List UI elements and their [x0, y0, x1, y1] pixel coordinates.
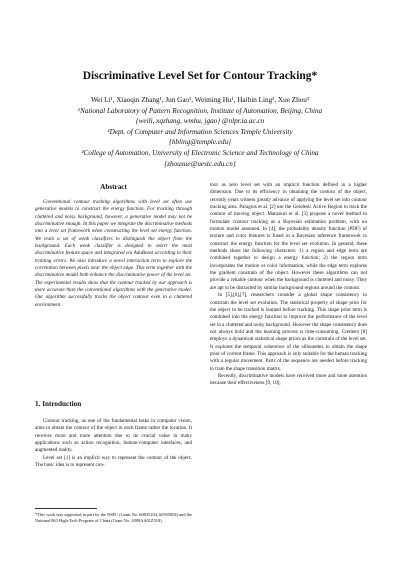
introduction-text: [35, 418, 192, 469]
paper-title: Discriminative Level Set for Contour Tracking*: [82, 70, 318, 82]
right-paragraph-1: tour as zero level set with an implicit function defined in a higher dimension. Due to its efficiency in obtaining the contour of the object, recently years witness greatly advance of applying the level set into contour tracking area. Paragios et al. [2] use the Geodesic Active Region to track the contour of moving object. Mansouri et al. [3] propose a novel method to formulate contour tracking as a Bayesian estimation problem, with no motion model assumed. In [4], the probability density function (PDF) of texture and color features is fused in a Bayesian inference framework to construct the energy function for the level set evolution. In general, these methods share the following characters: 1) a region and edge term are combined together to design a energy function; 2) the region term incorporates the motion or color information, while the edge term explores the gradient constrain of the object. However these algorithms can not provide a reliable contour when the background is cluttered and noisy. They are apt to be distracted by similar background regions around the contour.: [210, 182, 367, 291]
abstract-heading: Abstract: [100, 183, 127, 191]
intro-paragraph-1: Contour tracking, as one of the fundamental tasks in computer vision, aims to obtain the contour of the object in each frame rather the location. It receives more and more attention due to its crucial value in many applications such as action recognition, human-computer interfaces, and augmented reality.: [35, 418, 192, 454]
section-heading-introduction: 1. Introduction: [35, 400, 82, 408]
affiliation-2: ²Dept. of Computer and Information Sciences Temple University: [107, 127, 293, 136]
right-column-text: [210, 182, 367, 388]
affiliation-3: ³College of Automation, University of Electronic Science and Technology of China: [81, 148, 319, 157]
email-1: {weili, xqzhang, wmhu, jgao} @nlpr.ia.ac.cn: [135, 117, 265, 126]
email-3: {zhouxue@uestc.edu.cn}: [164, 159, 236, 168]
author-names: Wei Li¹, Xiaoqin Zhang¹, Jun Gao¹, Weiming Hu¹, Haibin Ling², Xue Zhou³: [90, 96, 310, 104]
intro-paragraph-2: Level set [1] is an implicit way to represent the contour of the object. The basic idea is to represent con-: [35, 454, 192, 469]
abstract-paragraph: Conventional contour tracking algorithms with level set often use generative models to construct the energy function. For tracking through cluttered and noisy background, however, a generative model may not be discriminative enough. In this paper we integrate the discriminative methods into a level set framework when constructing the level set energy function. We train a set of weak classifiers to distinguish the object from the background. Each weak classifier is designed to select the most discriminative feature space and integrated via AdaBoost according to their training errors. We also introduce a novel interaction term to explore the correlation between pixels near the object edge. This term together with the discriminative model both enhance the discriminative power of the level set. The experimental results show that the contour tracked by our approach is more accurate than the conventional algorithms with the generative model. Our algorithm successfully tracks the object contour even in a cluttered environment.: [35, 199, 192, 308]
author-block: [0, 95, 400, 169]
email-2: {hbling@temple.edu}: [168, 138, 232, 147]
affiliation-1: ¹National Laboratory of Pattern Recognition, Institute of Automation, Beijing, China: [77, 106, 323, 115]
right-paragraph-3: Recently, discriminative models have received more and more attention because their effectiveness [9, 10],: [210, 372, 367, 387]
footnote-rule: [35, 508, 97, 509]
abstract-text: [35, 199, 192, 309]
footnote: *This work was supported in part by the NSFC (Grant No. 60825204, 60935002) and the National 863 High-Tech Program of China (Grant No. 2009AA01Z318).: [35, 512, 192, 524]
right-paragraph-2: In [5],[6],[7], researchers consider a global shape consistency to constrain the level set evolution. The statistical property of shape prior for the object to be tracked is learned before tracking. This shape prior term is combined into the energy function to improve the performance of the level set in a cluttered and noisy background. However the shape consistency does not always hold and the learning process is time-consuming. Cremers [8] employs a dynamical statistical shape priors as the constrain of the level set. It explores the temporal coherence of the silhouettes to obtain the shape prior of current frame. This approach is only suitable for the human tracking with a regular movement. Parts of the sequence are needed before tracking to train the shape transition matrix.: [210, 292, 368, 372]
